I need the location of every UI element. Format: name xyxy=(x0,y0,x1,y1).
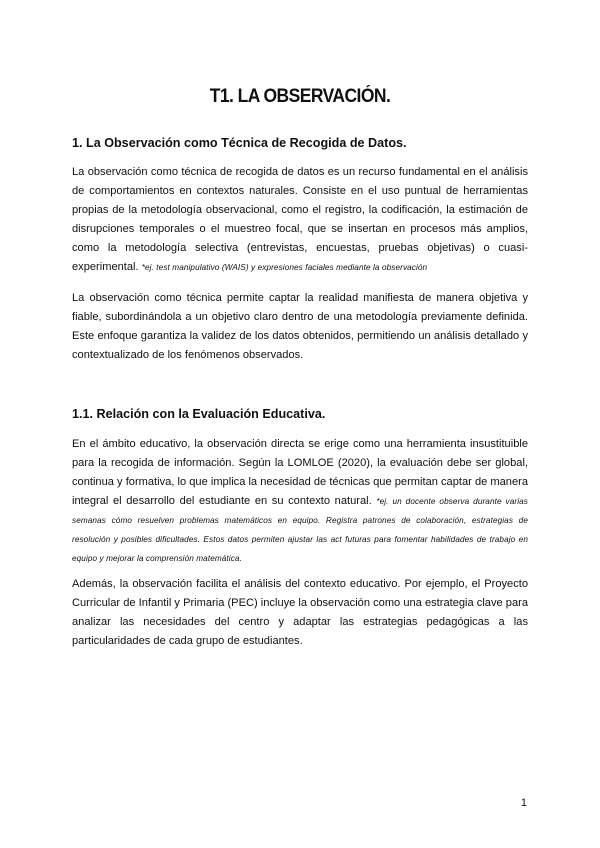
section-1-heading: 1. La Observación como Técnica de Recogida de Datos. xyxy=(72,136,407,150)
section-2-paragraph-1-text: En el ámbito educativo, la observación directa se erige como una herramienta insustituible para la recogida de información. Según la LOMLOE (2020), la evaluación debe ser global, continua y formativa, lo que implica la necesidad de técnicas que permitan captar de manera integral el desarrollo del estudiante en su contexto natural. xyxy=(72,438,528,507)
section-1-paragraph-2-text: La observación como técnica permite captar la realidad manifiesta de manera objetiva y fiable, subordinándola a un objetivo claro dentro de una metodología previamente definida. Este enfoque garantiza la validez de los datos obtenidos, permitiendo un análisis detallado y contextualizado de los fenómenos observados. xyxy=(72,292,528,361)
section-2-paragraph-1-note: *ej. un docente observa durante varias semanas cómo resuelven problemas matemáticos en equipo. Registra patrones de colaboración, estrategias de resolución y posibles dificultades. Estos datos permiten ajustar las act futuras para fomentar habilidades de trabajo en equipo y mejorar la comprensión matemática. xyxy=(72,497,528,563)
section-1-paragraph-2 xyxy=(72,289,528,365)
section-2-paragraph-2 xyxy=(72,575,528,651)
section-2-heading: 1.1. Relación con la Evaluación Educativa. xyxy=(72,407,326,421)
section-1-paragraph-1-note: *ej. test manipulativo (WAIS) y expresiones faciales mediante la observación xyxy=(141,263,428,272)
page-number: 1 xyxy=(520,797,527,809)
section-1-paragraph-1 xyxy=(72,163,528,277)
section-2-paragraph-2-text: Además, la observación facilita el análisis del contexto educativo. Por ejemplo, el Proyecto Curricular de Infantil y Primaria (PEC) incluye la observación como una estrategia clave para analizar las necesidades del centro y adaptar las estrategias pedagógicas a las particularidades de cada grupo de estudiantes. xyxy=(72,578,528,647)
section-1 xyxy=(72,136,528,150)
section-2-paragraph-1 xyxy=(72,435,528,568)
page-title: T1. LA OBSERVACIÓN. xyxy=(209,86,391,107)
section-2 xyxy=(72,407,528,421)
section-1-paragraph-1-text: La observación como técnica de recogida de datos es un recurso fundamental en el análisis de comportamientos en contextos naturales. Consiste en el uso puntual de herramientas propias de la metodología observacional, como el registro, la codificación, la estimación de disrupciones temporales o el muestreo focal, que se insertan en procesos más amplios, como la metodología selectiva (entrevistas, encuestas, pruebas objetivas) o cuasi-experimental. xyxy=(72,166,528,273)
